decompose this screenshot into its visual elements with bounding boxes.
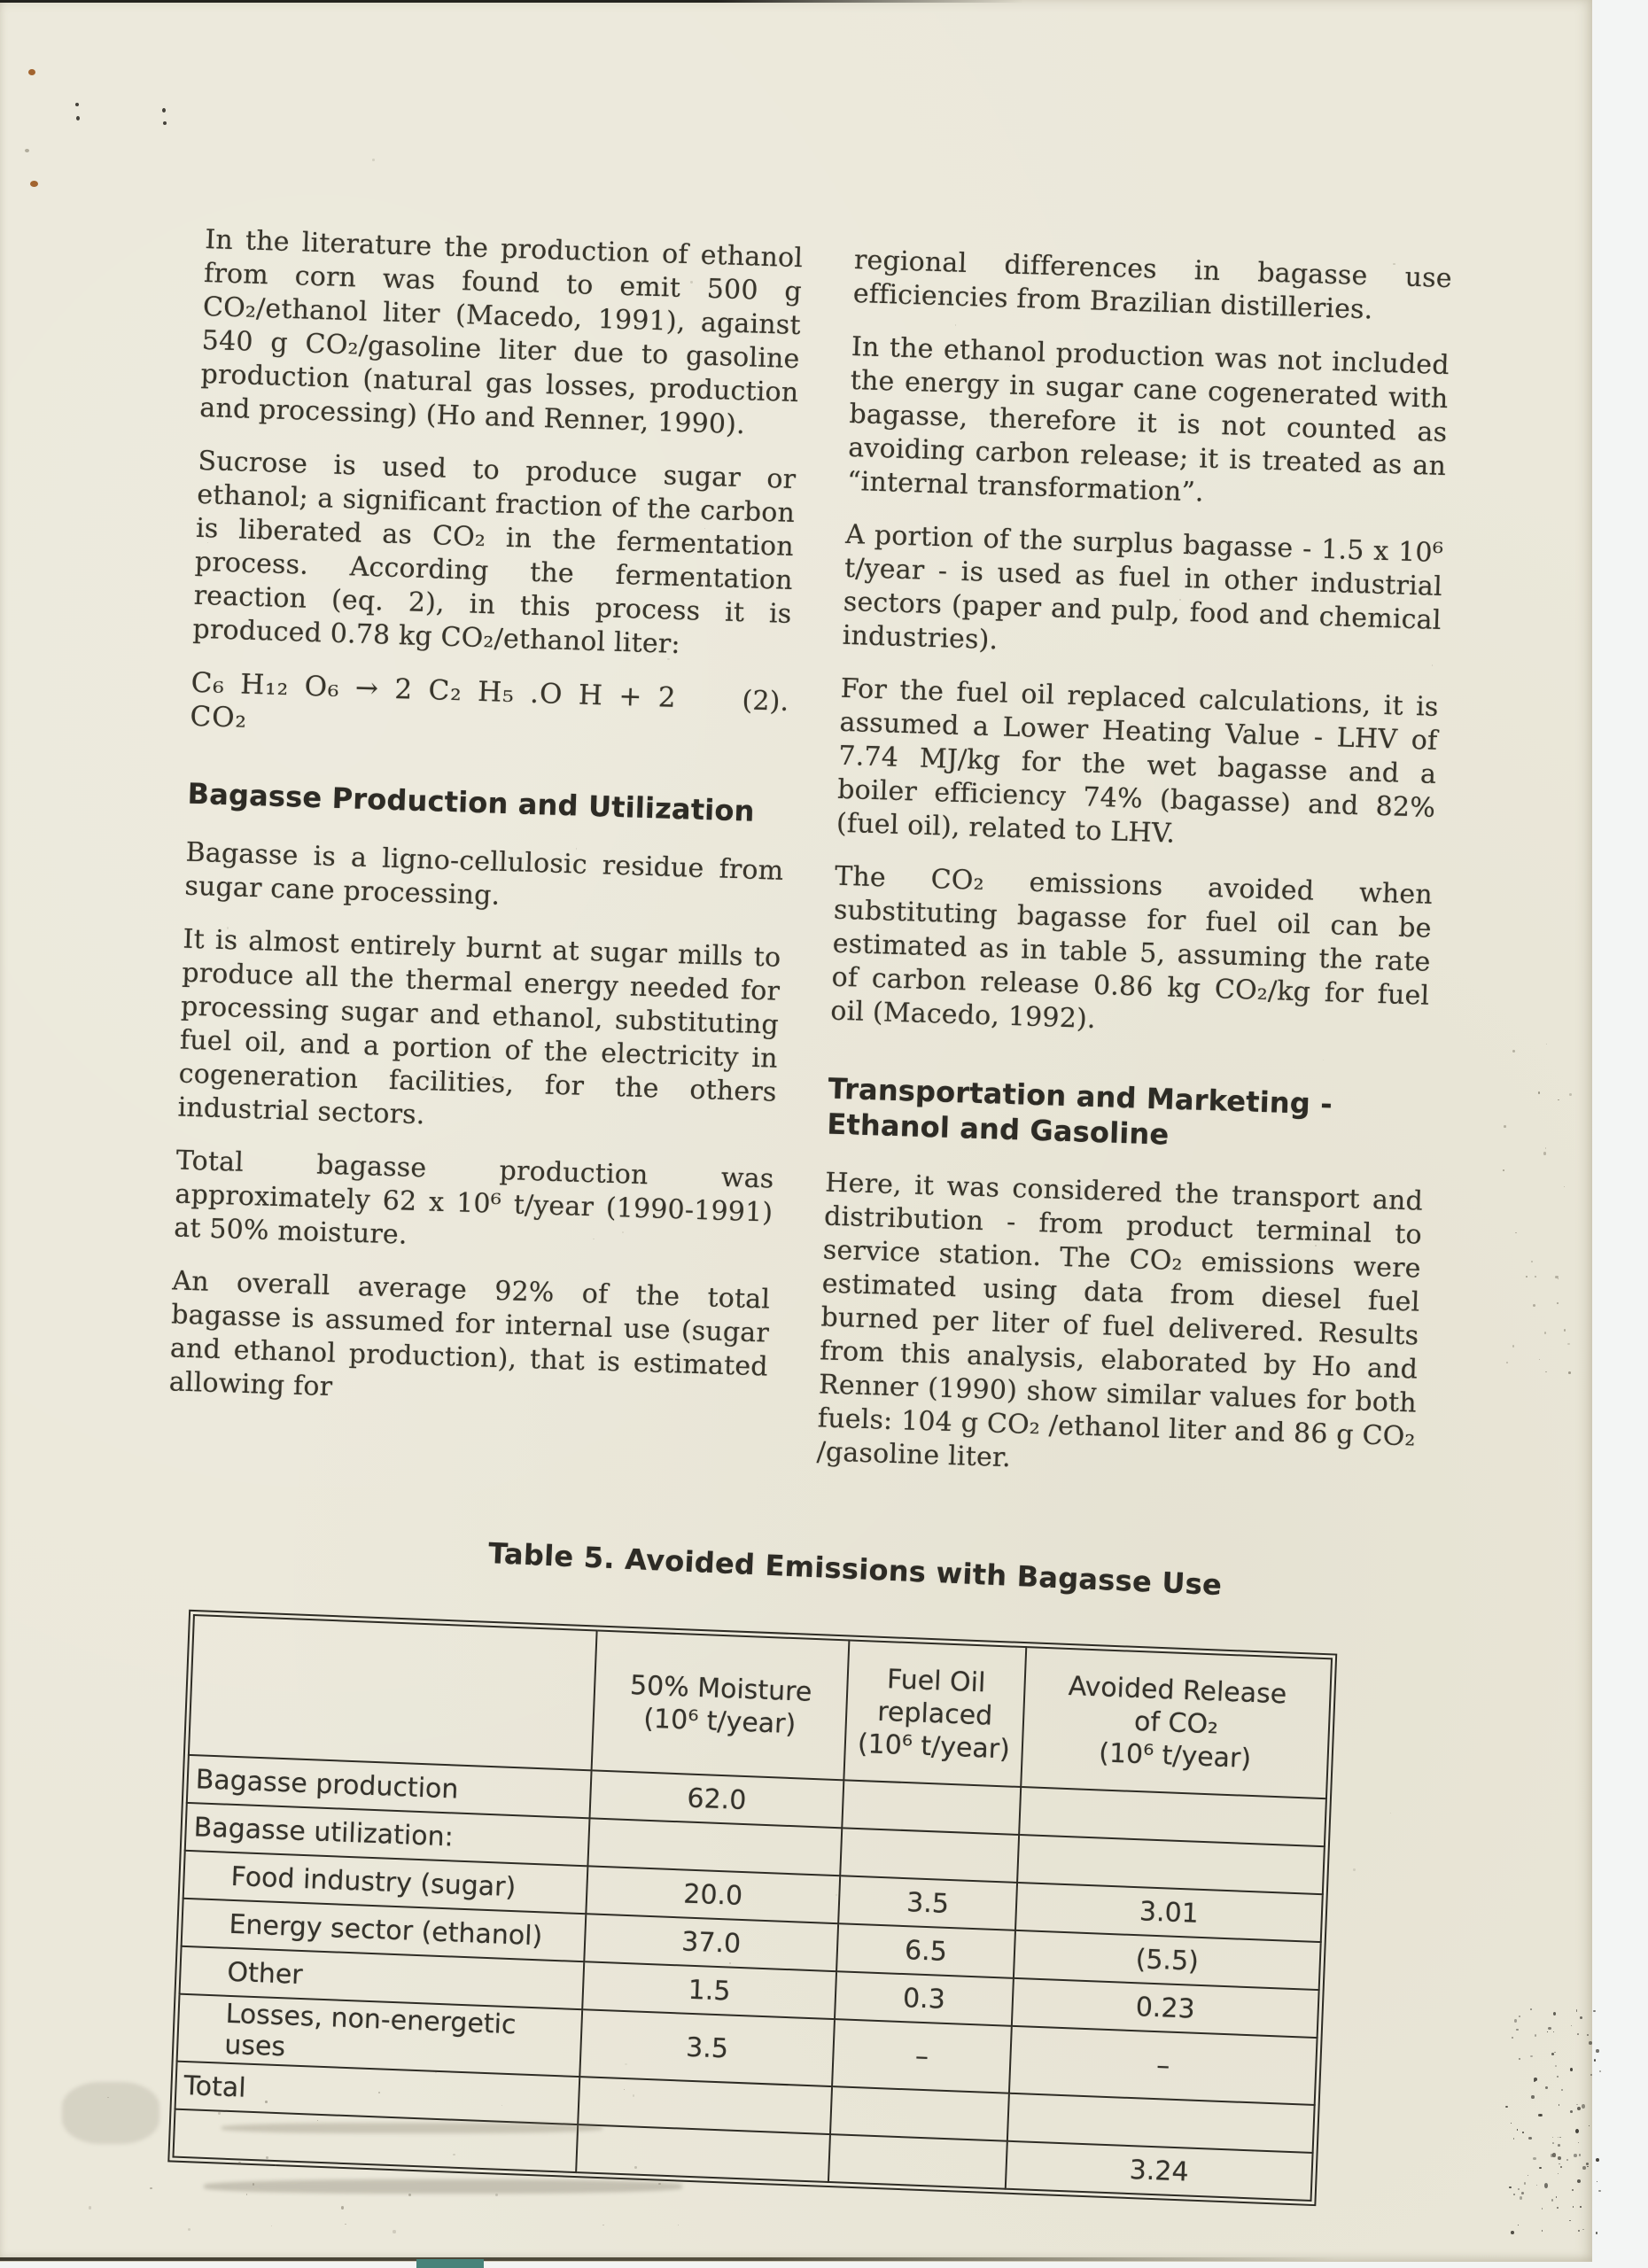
paragraph: The CO₂ emissions avoided when substituting bagasse for fuel oil can be estimated as in table 5, assuming the rate of carbon release 0.86 kg CO₂/kg for fuel oil (Macedo, 1992). — [829, 860, 1434, 1035]
scan-color-tab — [416, 2259, 484, 2268]
scan-speck — [75, 103, 79, 106]
avoided-emissions-table — [172, 1614, 1333, 2202]
cell-fuel-oil: – — [832, 2019, 1012, 2093]
cell-fuel-oil — [828, 2134, 1007, 2189]
scan-speck — [28, 69, 35, 75]
cell-fuel-oil — [842, 1780, 1021, 1835]
cell-fuel-oil: 3.5 — [838, 1876, 1017, 1930]
left-column — [167, 223, 804, 1487]
scan-speck — [25, 149, 29, 152]
cell-avoided: 0.23 — [1012, 1978, 1319, 2038]
cell-fuel-oil: 6.5 — [836, 1923, 1015, 1978]
equation-number: (2). — [741, 685, 789, 718]
row-label: Bagasse utilization: — [185, 1803, 590, 1866]
paragraph: Here, it was considered the transport and distribution - from product terminal to service station. The CO₂ emissions were estimated using data from diesel fuel burned per liter of fuel delivered. Results from this analysis, elaborated by Ho and Renner (1990) show similar values for both fuels: 104 g CO₂ /ethanol liter and 86 g CO₂ /gasoline liter. — [816, 1167, 1424, 1474]
column-header-fuel-oil: Fuel Oil replaced (10⁶ t/year) — [843, 1640, 1026, 1787]
section-heading-transportation: Transportation and Marketing - Ethanol and Gasoline — [826, 1071, 1333, 1152]
page-body — [167, 223, 1454, 1508]
cell-moisture — [576, 2124, 830, 2182]
column-header-avoided-release: Avoided Release of CO₂ (10⁶ t/year) — [1021, 1647, 1332, 1798]
row-label: Food industry (sugar) — [183, 1851, 588, 1914]
scan-smudge — [204, 2179, 682, 2194]
cell-moisture: 3.5 — [579, 2009, 835, 2086]
cell-moisture: 62.0 — [589, 1770, 843, 1828]
scan-speck — [162, 108, 166, 113]
column-header-moisture: 50% Moisture (10⁶ t/year) — [592, 1631, 850, 1781]
cell-moisture: 1.5 — [582, 1961, 836, 2019]
cell-avoided: 3.24 — [1006, 2141, 1313, 2201]
paragraph: In the ethanol production was not included the energy in sugar cane cogenerated with bagasse, therefore it is not counted as avoiding carbon release; it is treated as an “internal transformation”. — [846, 330, 1450, 509]
row-label: Energy sector (ethanol) — [182, 1899, 587, 1961]
paragraph: Total bagasse production was approximately 62 x 10⁶ t/year (1990-1991) at 50% moisture. — [173, 1145, 774, 1251]
table-title: Table 5. Avoided Emissions with Bagasse Use — [487, 1536, 1223, 1603]
right-column — [815, 244, 1452, 1508]
cell-moisture: 20.0 — [586, 1866, 840, 1923]
cell-avoided: – — [1009, 2026, 1318, 2105]
paragraph: It is almost entirely burnt at sugar mills to produce all the thermal energy needed for processing sugar and ethanol, substituting fuel oil, and a portion of the electricity in cogeneration facilities, for the others industrial sectors. — [177, 923, 781, 1131]
paragraph: Bagasse is a ligno-cellulosic residue from sugar cane processing. — [183, 836, 784, 912]
cell-fuel-oil — [840, 1828, 1019, 1883]
row-label: Other — [180, 1946, 585, 2009]
paragraph: Sucrose is used to produce sugar or ethanol; a significant fraction of the carbon is liberated as CO₂ in the fermentation process. According the fermentation reaction (eq. 2), in this process it is produced 0.78 kg CO₂/ethanol liter: — [192, 445, 797, 661]
section-heading-bagasse: Bagasse Production and Utilization — [187, 776, 756, 828]
cell-moisture: 37.0 — [584, 1914, 838, 1971]
cell-avoided: 3.01 — [1015, 1883, 1323, 1942]
paragraph: An overall average 92% of the total bagasse is assumed for internal use (sugar and ethanol production), that is estimated allowing for — [168, 1265, 771, 1403]
scan-edge-strip-top — [0, 0, 1023, 3]
paragraph: In the literature the production of ethanol from corn was found to emit 500 g CO₂/ethanol liter (Macedo, 1991), against 540 g CO₂/gasoline liter due to gasoline production (natural gas losses, production and processing) (Ho and Renner, 1990). — [198, 223, 804, 441]
row-label: Losses, non-energetic uses — [177, 1994, 583, 2077]
paragraph: For the fuel oil replaced calculations, it is assumed a Lower Heating Value - LHV of 7.74 MJ/kg for the wet bagasse and a boiler efficiency 74% (bagasse) and 82% (fuel oil), related to LHV. — [836, 672, 1440, 850]
two-column-text — [167, 223, 1454, 1508]
paragraph: A portion of the surplus bagasse - 1.5 x 10⁶ t/year - is used as fuel in other industrial sectors (paper and pulp, food and chemical industries). — [842, 518, 1444, 656]
scan-speck — [76, 116, 80, 120]
scan-smudge — [62, 2082, 159, 2144]
scan-edge-line-bottom — [0, 2257, 1391, 2261]
column-header-empty — [189, 1615, 597, 1770]
cell-fuel-oil: 0.3 — [835, 1971, 1014, 2026]
table-container — [172, 1614, 1333, 2202]
scan-speck — [163, 121, 167, 125]
chemical-equation — [190, 666, 789, 752]
equation-formula: C₆ H₁₂ O₆ → 2 C₂ H₅ .O H + 2 CO₂ — [189, 666, 678, 734]
row-label: Bagasse production — [187, 1755, 592, 1818]
scan-speck — [30, 181, 38, 187]
cell-fuel-oil — [830, 2086, 1009, 2141]
row-label: Total — [175, 2062, 580, 2124]
paragraph: regional differences in bagasse use efficiencies from Brazilian distilleries. — [852, 245, 1453, 326]
cell-avoided: (5.5) — [1014, 1930, 1321, 1990]
